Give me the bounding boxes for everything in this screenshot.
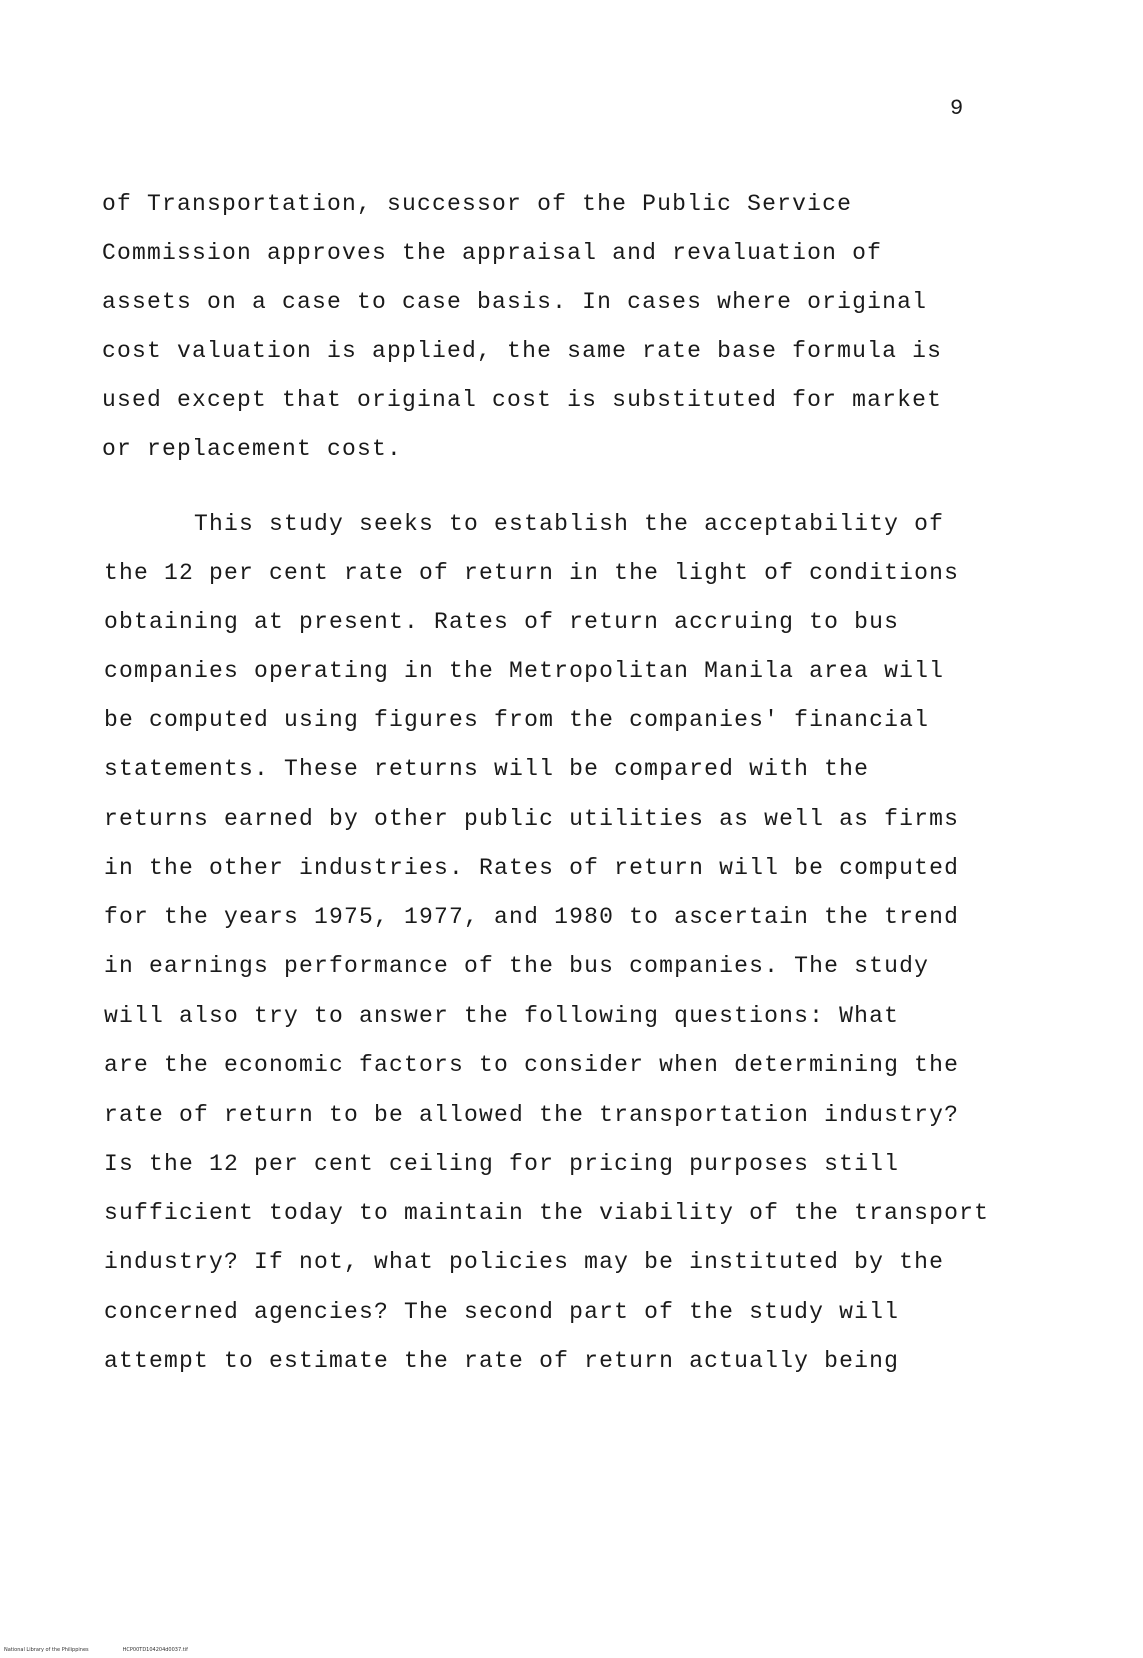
text-line: rate of return to be allowed the transportation industry? bbox=[104, 1102, 960, 1128]
text-line: used except that original cost is substituted for market bbox=[102, 387, 943, 413]
text-line: for the years 1975, 1977, and 1980 to ascertain the trend bbox=[104, 904, 960, 930]
footer-file-id: HCP00TD104204d0037.tif bbox=[122, 1647, 188, 1653]
text-line: obtaining at present. Rates of return accruing to bus bbox=[104, 609, 900, 635]
text-line: or replacement cost. bbox=[102, 436, 403, 462]
text-line: will also try to answer the following questions: What bbox=[104, 1003, 900, 1029]
text-line: Commission approves the appraisal and revaluation of bbox=[102, 240, 883, 266]
scan-footer bbox=[4, 1647, 222, 1653]
text-line: industry? If not, what policies may be instituted by the bbox=[104, 1249, 945, 1275]
page-number: 9 bbox=[950, 96, 964, 121]
text-line: attempt to estimate the rate of return actually being bbox=[104, 1348, 900, 1374]
text-line: concerned agencies? The second part of the study will bbox=[104, 1299, 900, 1325]
text-line: in earnings performance of the bus companies. The study bbox=[104, 953, 930, 979]
text-line: the 12 per cent rate of return in the light of conditions bbox=[104, 560, 960, 586]
text-line: returns earned by other public utilities as well as firms bbox=[104, 806, 960, 832]
text-line: companies operating in the Metropolitan Manila area will bbox=[104, 658, 945, 684]
text-line: This study seeks to establish the acceptability of bbox=[104, 511, 945, 537]
text-line: assets on a case to case basis. In cases where original bbox=[102, 289, 928, 315]
text-line: sufficient today to maintain the viability of the transport bbox=[104, 1200, 990, 1226]
text-line: in the other industries. Rates of return will be computed bbox=[104, 855, 960, 881]
text-line: are the economic factors to consider when determining the bbox=[104, 1052, 960, 1078]
footer-library: National Library of the Philippines bbox=[4, 1647, 89, 1653]
text-line: be computed using figures from the companies' financial bbox=[104, 707, 930, 733]
text-line: of Transportation, successor of the Public Service bbox=[102, 191, 853, 217]
text-line: cost valuation is applied, the same rate base formula is bbox=[102, 338, 943, 364]
text-line: statements. These returns will be compared with the bbox=[104, 756, 870, 782]
text-line: Is the 12 per cent ceiling for pricing purposes still bbox=[104, 1151, 900, 1177]
